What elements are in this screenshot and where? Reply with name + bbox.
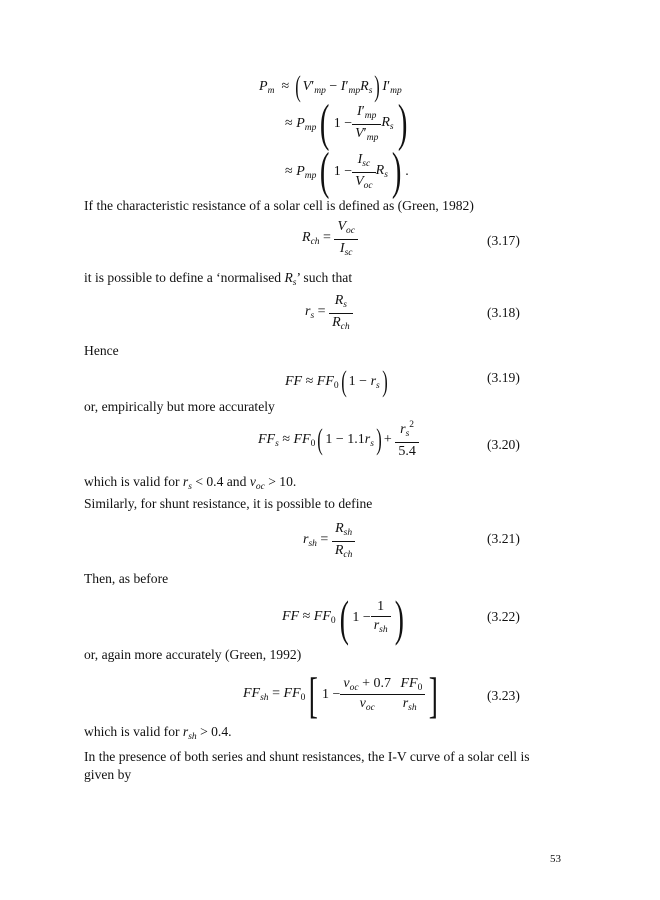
equation-3-21: $r_{sh}$ = $\frac{R_{sh}}{R_{ch}}$ (303, 522, 355, 560)
equation-3-23: $FF_{sh} = FF_0$[ 1 − $\frac{v_{oc} + 0.7}{v_{oc}}$ $\frac{FF_0}{r_{sh}}$ ] (243, 667, 439, 723)
equation-pm-line1: $P_m$ ≈ ( $V'_{mp} - I'_{mp}R_s$) $I'_{mp}$ (259, 70, 402, 103)
equation-number-3-23: (3.23) (487, 688, 520, 703)
equation-number-3-19: (3.19) (487, 370, 520, 385)
equation-number-3-18: (3.18) (487, 305, 520, 320)
equation-number-3-20: (3.20) (487, 437, 520, 452)
equation-number-3-21: (3.21) (487, 531, 520, 546)
equation-number-3-17: (3.17) (487, 233, 520, 248)
equation-pm-line2: ≈ $P_{mp}$( 1 − $\frac{I'_{mp}}{V'_{mp}}$ $R_s$) (285, 95, 408, 152)
paragraph-empirically: or, empirically but more accurately (84, 399, 275, 414)
equation-3-17: $R_{ch}$ = $\frac{V_{oc}}{I_{sc}}$ (302, 220, 358, 258)
equation-3-22: FF ≈ $FF_0$( 1 − $\frac{1}{r_{sh}}$ ) (282, 590, 404, 646)
paragraph-both-resistances: In the presence of both series and shunt resistances, the I-V curve of a solar cell is given by (84, 749, 530, 782)
paragraph-again: or, again more accurately (Green, 1992) (84, 647, 302, 662)
equation-3-18: $r_s$ = $\frac{R_s}{R_{ch}}$ (305, 294, 353, 332)
equation-pm-line3: ≈ $P_{mp}$( 1 − $\frac{I_{sc}}{V_{oc}}$ $R_s$) . (285, 143, 409, 200)
page-number: 53 (550, 853, 561, 865)
paragraph-then: Then, as before (84, 571, 169, 586)
equation-number-3-22: (3.22) (487, 609, 520, 624)
equation-3-20: $FF_s \approx FF_0$( $1 - 1.1r_s$) + $\frac{r_s^2}{5.4}$ (258, 421, 419, 459)
equation-3-19: FF ≈ $FF_0$( $1 - r_s$) (285, 365, 388, 398)
paragraph-characteristic-resistance: If the characteristic resistance of a solar cell is defined as (Green, 1982) (84, 198, 474, 213)
paragraph-hence: Hence (84, 343, 119, 358)
paragraph-shunt: Similarly, for shunt resistance, it is possible to define (84, 496, 373, 511)
paragraph-normalised-rs: it is possible to define a ‘normalised $R_s$’ such that (84, 270, 353, 288)
paragraph-valid-rsh: which is valid for $r_{sh} > 0.4$. (84, 724, 232, 742)
paragraph-valid-rs: which is valid for $r_s < 0.4$ and $v_{oc} > 10$. (84, 474, 297, 492)
